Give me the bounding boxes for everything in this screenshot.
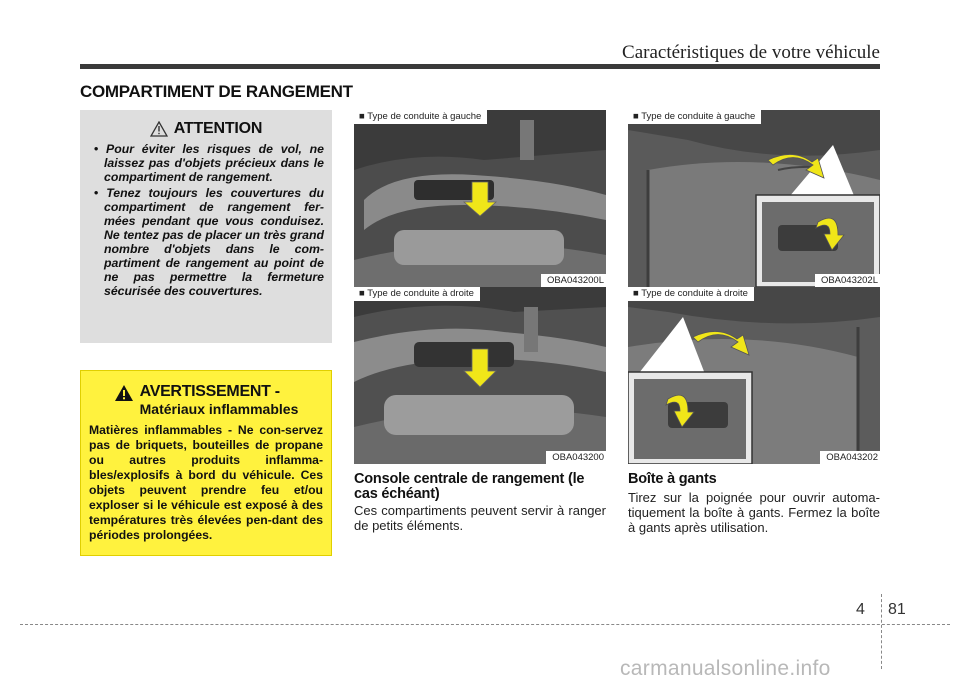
console-illustration — [354, 110, 606, 287]
photo-code: OBA043202 — [820, 451, 880, 464]
warning-body: Matières inflammables - Ne con-servez pas de briquets, bouteilles de propane ou autres produits inflamma-bles/explosifs à bord du véhicule. Ces objets peuvent prendre feu et/ou exploser si le véhicule est exposé à des températures très élevées pen-dant des périodes prolongées. — [89, 423, 323, 542]
attention-list — [88, 142, 324, 298]
photo-code: OBA043200 — [546, 451, 606, 464]
warning-subtitle: Matériaux inflammables — [139, 401, 299, 417]
warning-box — [80, 370, 332, 556]
watermark: carmanualsonline.info — [620, 657, 831, 680]
footer-rule — [20, 624, 950, 625]
attention-item: • Tenez toujours les couvertures du compartiment de rangement fer-mées pendant que vous conduisez. Ne tentez pas de placer un très grand nombre d'objets dans le com-partiment de rangement au point de ne pas permettre la fermeture sécurisée des couvertures. — [88, 186, 324, 298]
warning-title: AVERTISSEMENT - — [139, 383, 280, 400]
section-title: COMPARTIMENT DE RANGEMENT — [80, 82, 353, 101]
console-title: Console centrale de rangement (le cas échéant) — [354, 471, 585, 502]
console-illustration — [354, 287, 606, 464]
attention-box — [80, 110, 332, 343]
photo-console-right-drive — [354, 287, 606, 464]
photo-label: ■ Type de conduite à droite — [354, 287, 480, 301]
photo-label: ■ Type de conduite à gauche — [628, 110, 761, 124]
photo-label: ■ Type de conduite à droite — [628, 287, 754, 301]
warning-header — [89, 383, 323, 417]
glovebox-text: Tirez sur la poignée pour ouvrir automa-tiquement la boîte à gants. Fermez la boîte à gants après utilisation. — [628, 490, 880, 535]
header-rule — [80, 64, 880, 69]
warning-triangle-icon — [114, 384, 134, 402]
photo-console-left-drive — [354, 110, 606, 287]
photo-glovebox-left-drive — [628, 110, 880, 287]
glovebox-illustration — [628, 287, 880, 464]
console-text: Ces compartiments peuvent servir à ranger de petits éléments. — [354, 503, 606, 533]
photo-glovebox-right-drive — [628, 287, 880, 464]
glovebox-illustration — [628, 110, 880, 287]
caution-triangle-icon — [150, 121, 168, 137]
page-chapter: 4 — [856, 601, 865, 618]
attention-title: ATTENTION — [173, 120, 263, 137]
header-title: Caractéristiques de votre véhicule — [622, 42, 880, 63]
attention-header — [88, 120, 324, 138]
footer-divider — [881, 594, 882, 669]
photo-code: OBA043202L — [815, 274, 880, 287]
photo-code: OBA043200L — [541, 274, 606, 287]
page-number: 81 — [888, 601, 906, 618]
photo-label: ■ Type de conduite à gauche — [354, 110, 487, 124]
attention-item: • Pour éviter les risques de vol, ne laissez pas d'objets précieux dans le compartiment de rangement. — [88, 142, 324, 184]
glovebox-title: Boîte à gants — [628, 471, 717, 487]
